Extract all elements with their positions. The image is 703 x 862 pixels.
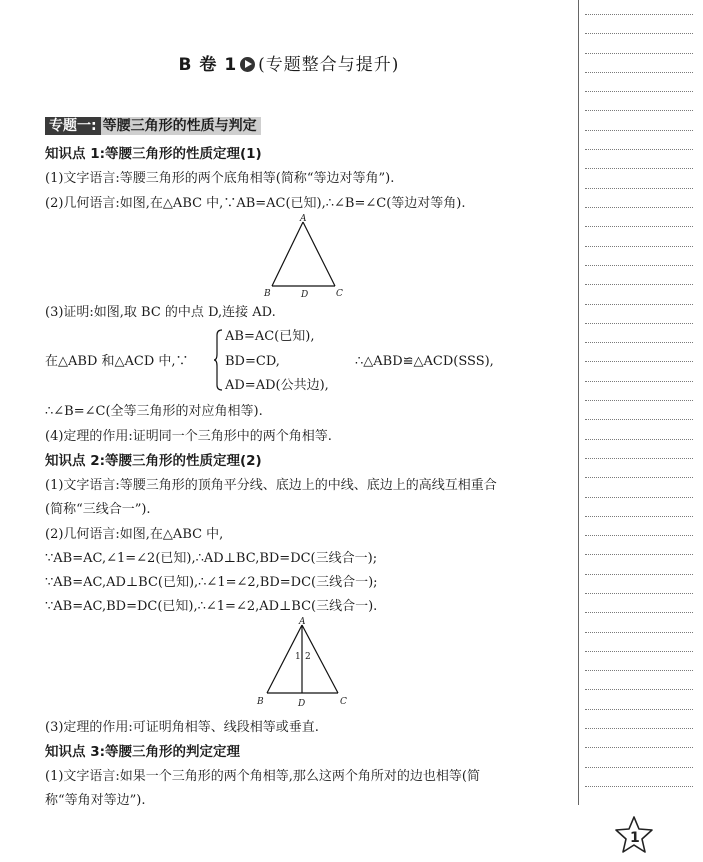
kp1-text-1: (1)文字语言:等腰三角形的两个底角相等(简称“等边对等角”). [45, 171, 395, 186]
title-subtitle: (专题整合与提升) [258, 55, 400, 75]
margin-ruling-line [585, 72, 693, 73]
brace-line-3: AD=AD(公共边), [225, 378, 329, 393]
margin-ruling-line [585, 632, 693, 633]
margin-ruling-line [585, 497, 693, 498]
play-icon [240, 57, 255, 72]
kp2-case-2: ∵AB=AC,AD⊥BC(已知),∴∠1=∠2,BD=DC(三线合一); [45, 575, 378, 590]
kp2-heading: 知识点 2:等腰三角形的性质定理(2) [45, 453, 262, 469]
fig2-label-b: B [257, 697, 264, 707]
kp2-text-1a: (1)文字语言:等腰三角形的顶角平分线、底边上的中线、底边上的高线互相重合 [45, 478, 497, 493]
kp2-case-3: ∵AB=AC,BD=DC(已知),∴∠1=∠2,AD⊥BC(三线合一). [45, 599, 378, 614]
brace-line-2: BD=CD, [225, 354, 280, 369]
margin-ruling-line [585, 33, 693, 34]
margin-ruling-line [585, 767, 693, 768]
margin-ruling-line [585, 670, 693, 671]
kp2-case-1: ∵AB=AC,∠1=∠2(已知),∴AD⊥BC,BD=DC(三线合一); [45, 551, 378, 566]
proof-result: ∴△ABD≌△ACD(SSS), [355, 354, 494, 369]
fig2-label-d: D [298, 699, 306, 709]
topic-label: 专题一: [45, 117, 101, 135]
margin-ruling-line [585, 651, 693, 652]
margin-ruling-line [585, 14, 693, 15]
margin-ruling-line [585, 246, 693, 247]
margin-ruling-line [585, 439, 693, 440]
title-volume: B 卷 1 [178, 55, 238, 75]
fig2-angle-2: 2 [305, 652, 311, 662]
notes-margin [578, 0, 703, 805]
brace-icon [214, 329, 224, 391]
margin-ruling-line [585, 226, 693, 227]
margin-ruling-line [585, 188, 693, 189]
margin-ruling-line [585, 419, 693, 420]
margin-ruling-line [585, 747, 693, 748]
kp3-heading: 知识点 3:等腰三角形的判定定理 [45, 744, 240, 760]
kp1-conclusion: ∴∠B=∠C(全等三角形的对应角相等). [45, 404, 263, 419]
margin-ruling-line [585, 342, 693, 343]
margin-ruling-line [585, 130, 693, 131]
fig2-label-c: C [340, 697, 347, 707]
triangle-figure-2 [252, 615, 357, 710]
fig1-label-d: D [301, 290, 309, 300]
margin-ruling-line [585, 53, 693, 54]
kp3-text-1b: 称“等角对等边”). [45, 793, 146, 808]
margin-ruling-line [585, 689, 693, 690]
topic-banner [45, 116, 261, 136]
margin-ruling-line [585, 516, 693, 517]
margin-ruling-line [585, 535, 693, 536]
fig2-label-a: A [299, 617, 306, 627]
kp1-heading: 知识点 1:等腰三角形的性质定理(1) [45, 146, 262, 162]
margin-ruling-line [585, 593, 693, 594]
margin-ruling-line [585, 400, 693, 401]
margin-ruling-line [585, 284, 693, 285]
margin-ruling-line [585, 207, 693, 208]
kp1-text-2: (2)几何语言:如图,在△ABC 中,∵AB=AC(已知),∴∠B=∠C(等边对等角). [45, 196, 466, 211]
margin-ruling-line [585, 786, 693, 787]
margin-ruling-line [585, 574, 693, 575]
kp1-text-3: (3)证明:如图,取 BC 的中点 D,连接 AD. [45, 305, 276, 320]
margin-ruling-line [585, 709, 693, 710]
margin-ruling-line [585, 728, 693, 729]
kp2-text-2: (2)几何语言:如图,在△ABC 中, [45, 527, 224, 542]
proof-lead: 在△ABD 和△ACD 中,∵ [45, 354, 189, 369]
page-title [0, 50, 578, 75]
margin-ruling-line [585, 554, 693, 555]
page-number: 1 [630, 830, 640, 846]
fig1-label-a: A [300, 214, 307, 224]
margin-ruling-line [585, 612, 693, 613]
kp3-text-1a: (1)文字语言:如果一个三角形的两个角相等,那么这两个角所对的边也相等(简 [45, 769, 480, 784]
margin-ruling-line [585, 91, 693, 92]
kp2-text-1b: (简称“三线合一”). [45, 502, 151, 517]
kp1-text-4: (4)定理的作用:证明同一个三角形中的两个角相等. [45, 429, 332, 444]
kp2-text-3: (3)定理的作用:可证明角相等、线段相等或垂直. [45, 720, 319, 735]
margin-ruling-line [585, 477, 693, 478]
margin-ruling-line [585, 323, 693, 324]
margin-ruling-line [585, 381, 693, 382]
brace-line-1: AB=AC(已知), [225, 329, 315, 344]
margin-ruling-line [585, 304, 693, 305]
topic-title: 等腰三角形的性质与判定 [101, 117, 261, 135]
fig1-label-b: B [264, 289, 271, 299]
margin-ruling-line [585, 458, 693, 459]
margin-ruling-line [585, 149, 693, 150]
margin-ruling-line [585, 110, 693, 111]
fig2-angle-1: 1 [295, 652, 301, 662]
page-number-star-icon [614, 815, 654, 855]
margin-ruling-line [585, 361, 693, 362]
fig1-label-c: C [336, 289, 343, 299]
triangle-figure-1 [255, 212, 360, 302]
margin-ruling-line [585, 265, 693, 266]
margin-ruling-line [585, 168, 693, 169]
